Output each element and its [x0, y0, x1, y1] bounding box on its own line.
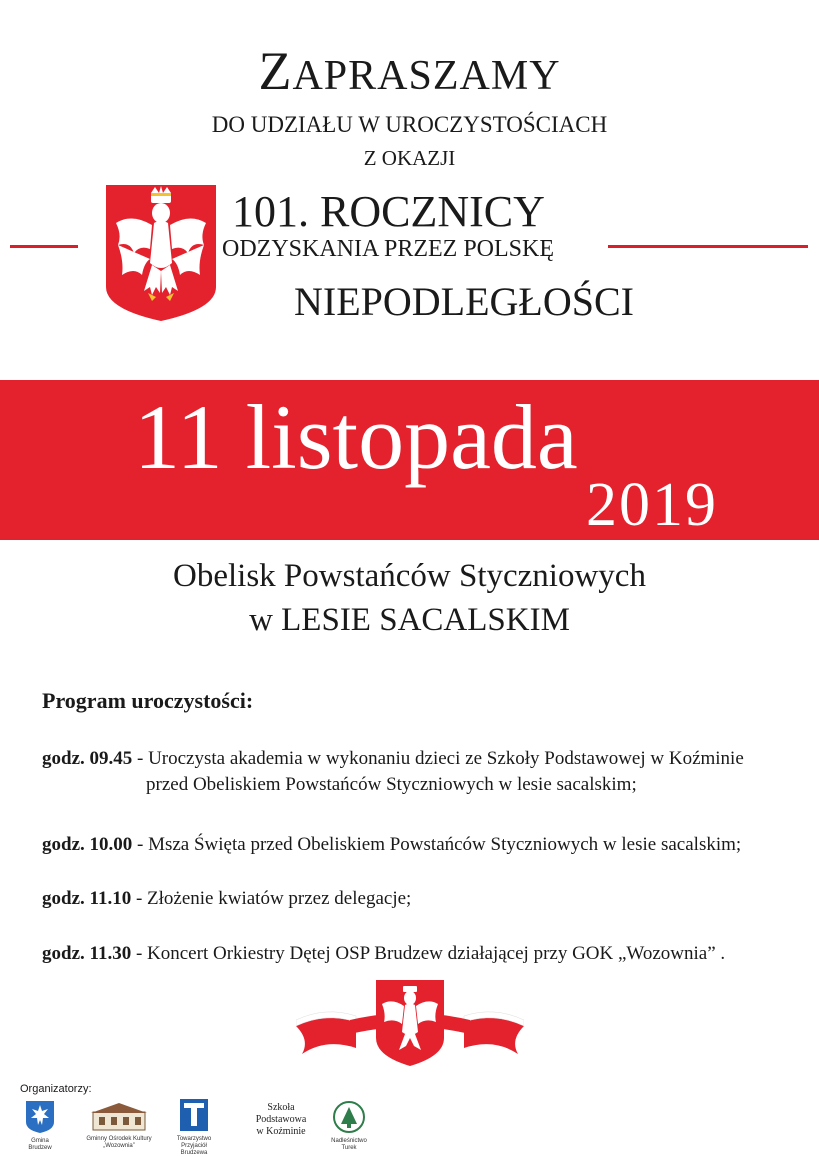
program-item-text: - Koncert Orkiestry Dętej OSP Brudzew działającej przy GOK „Wozownia” .: [131, 943, 726, 964]
tpb-logo-icon: [179, 1098, 209, 1132]
program-item-time: godz. 09.45: [42, 748, 133, 769]
program-item-text: - Uroczysta akademia w wykonaniu dzieci ze Szkoły Podstawowej w Koźminie: [132, 748, 744, 769]
forestry-logo-icon: [332, 1100, 366, 1134]
program-item-text: - Msza Święta przed Obeliskiem Powstańców Styczniowych w lesie sacalskim;: [132, 834, 742, 855]
program-item-time: godz. 11.30: [42, 943, 132, 964]
school-name-line-2: Podstawowa: [255, 1114, 307, 1125]
location-line-2: w LESIE SACALSKIM: [249, 602, 570, 638]
occasion-text: Z OKAZJI: [363, 146, 456, 170]
red-divider-left: [10, 245, 78, 248]
organizer-logo: [22, 1100, 58, 1152]
program-item-time: godz. 10.00: [42, 834, 133, 855]
school-name-line-1: Szkoła: [267, 1102, 295, 1113]
invitation-title-rest: APRASZAMY: [292, 53, 561, 99]
brudzew-coat-of-arms-icon: [25, 1100, 55, 1134]
program-item: [42, 830, 741, 860]
organizer-logo: [328, 1100, 370, 1152]
polish-eagle-shield-icon: [104, 183, 218, 323]
organizer-caption: Gmina Brudzew: [28, 1138, 52, 1151]
organizer-caption: Gminny Ośrodek Kultury „Wozownia”: [86, 1136, 152, 1149]
program-item: [42, 884, 411, 914]
organizer-logo: [168, 1098, 220, 1157]
event-date: 11 listopada: [134, 386, 578, 488]
organizers-label: Organizatorzy:: [20, 1083, 92, 1095]
independence-text: NIEPODLEGŁOŚCI: [294, 279, 634, 324]
event-year: 2019: [586, 471, 718, 539]
program-title: Program uroczystości:: [42, 688, 254, 713]
program-item: [42, 939, 725, 969]
invitation-title-initial: Z: [258, 41, 293, 101]
regaining-text: ODZYSKANIA PRZEZ POLSKĘ: [222, 236, 555, 262]
wozownia-building-icon: [89, 1100, 149, 1132]
invitation-subtitle: DO UDZIAŁU W UROCZYSTOŚCIACH: [211, 112, 608, 137]
location-line-1: Obelisk Powstańców Styczniowych: [173, 558, 646, 594]
program-item-text-continued: przed Obeliskiem Powstańców Styczniowych w lesie sacalskim;: [146, 774, 637, 795]
invitation-title: [0, 40, 819, 102]
red-divider-right: [608, 245, 808, 248]
organizer-school-logo: [248, 1102, 314, 1138]
program-item: [42, 744, 744, 774]
school-name-line-3: w Koźminie: [256, 1126, 306, 1137]
program-item-time: godz. 11.10: [42, 888, 132, 909]
program-item-text: - Złożenie kwiatów przez delegacje;: [131, 888, 412, 909]
anniversary-text: 101. ROCZNICY: [232, 187, 545, 236]
eagle-ribbon-emblem-icon: [296, 976, 524, 1068]
organizer-logo: [78, 1100, 160, 1150]
organizer-caption: Nadleśnictwo Turek: [331, 1138, 367, 1151]
organizer-caption: Towarzystwo Przyjaciół Brudzewa: [176, 1136, 212, 1156]
